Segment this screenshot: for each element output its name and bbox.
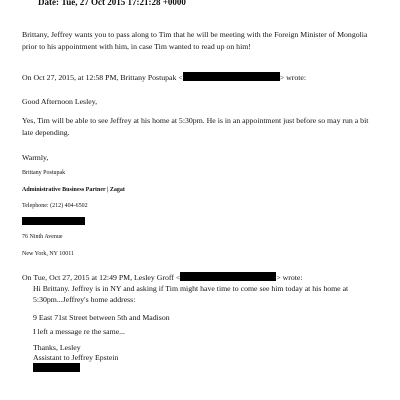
email-date: Date: Tue, 27 Oct 2015 17:21:28 +0000 xyxy=(38,0,186,7)
body-line: Yes, Tim will be able to see Jeffrey at his home at 5:30pm. He is in an appointment just before so may run a bit xyxy=(22,116,369,125)
sign-line: Assistant to Jeffrey Epstein xyxy=(33,353,119,362)
signature-name: Brittany Postupak xyxy=(22,170,66,176)
redacted-block xyxy=(33,363,80,372)
reply-body xyxy=(22,115,368,139)
address-line: 9 East 71st Street between 5th and Madison xyxy=(33,313,170,322)
signature-address: 76 Ninth Avenue xyxy=(22,234,63,240)
quote-header-prefix: On Oct 27, 2015, at 12:58 PM, Brittany Postupak < xyxy=(22,73,183,82)
greeting: Good Afternoon Lesley, xyxy=(22,97,98,106)
body-line: prior to his appointment with him, in case Tim wanted to read up on him! xyxy=(22,42,251,51)
sign-off xyxy=(33,343,118,363)
quote-header xyxy=(22,72,306,82)
redacted-block xyxy=(22,217,85,225)
quote-header-suffix: > wrote: xyxy=(279,73,307,82)
signature-city: New York, NY 10011 xyxy=(22,251,75,257)
quoted-body xyxy=(33,283,348,305)
quote-header-suffix: > wrote: xyxy=(276,273,303,282)
quote-header xyxy=(22,272,303,282)
body-line: late depending. xyxy=(22,128,70,137)
redacted-email xyxy=(180,272,276,281)
body-line: Brittany, Jeffrey wants you to pass along to Tim that he will be meeting with the Foreign Minister of Mongolia xyxy=(22,30,368,39)
body-line: Hi Brittany. Jeffrey is in NY and asking if Tim might have time to come see him today at his home at xyxy=(33,284,349,293)
email-body xyxy=(22,29,367,53)
redacted-email xyxy=(183,72,280,81)
signature-phone: Telephone: (212) 404-6502 xyxy=(22,203,88,209)
thanks-line: Thanks, Lesley xyxy=(33,343,81,352)
closing: Warmly, xyxy=(22,153,49,162)
quote-header-prefix: On Tue, Oct 27, 2015 at 12:49 PM, Lesley Groff < xyxy=(22,273,181,282)
message-line: I left a message re the same... xyxy=(33,327,126,336)
body-line: 5:30pm...Jeffrey's home address: xyxy=(33,295,136,304)
signature-title: Administrative Business Partner | Zagat xyxy=(22,187,125,193)
